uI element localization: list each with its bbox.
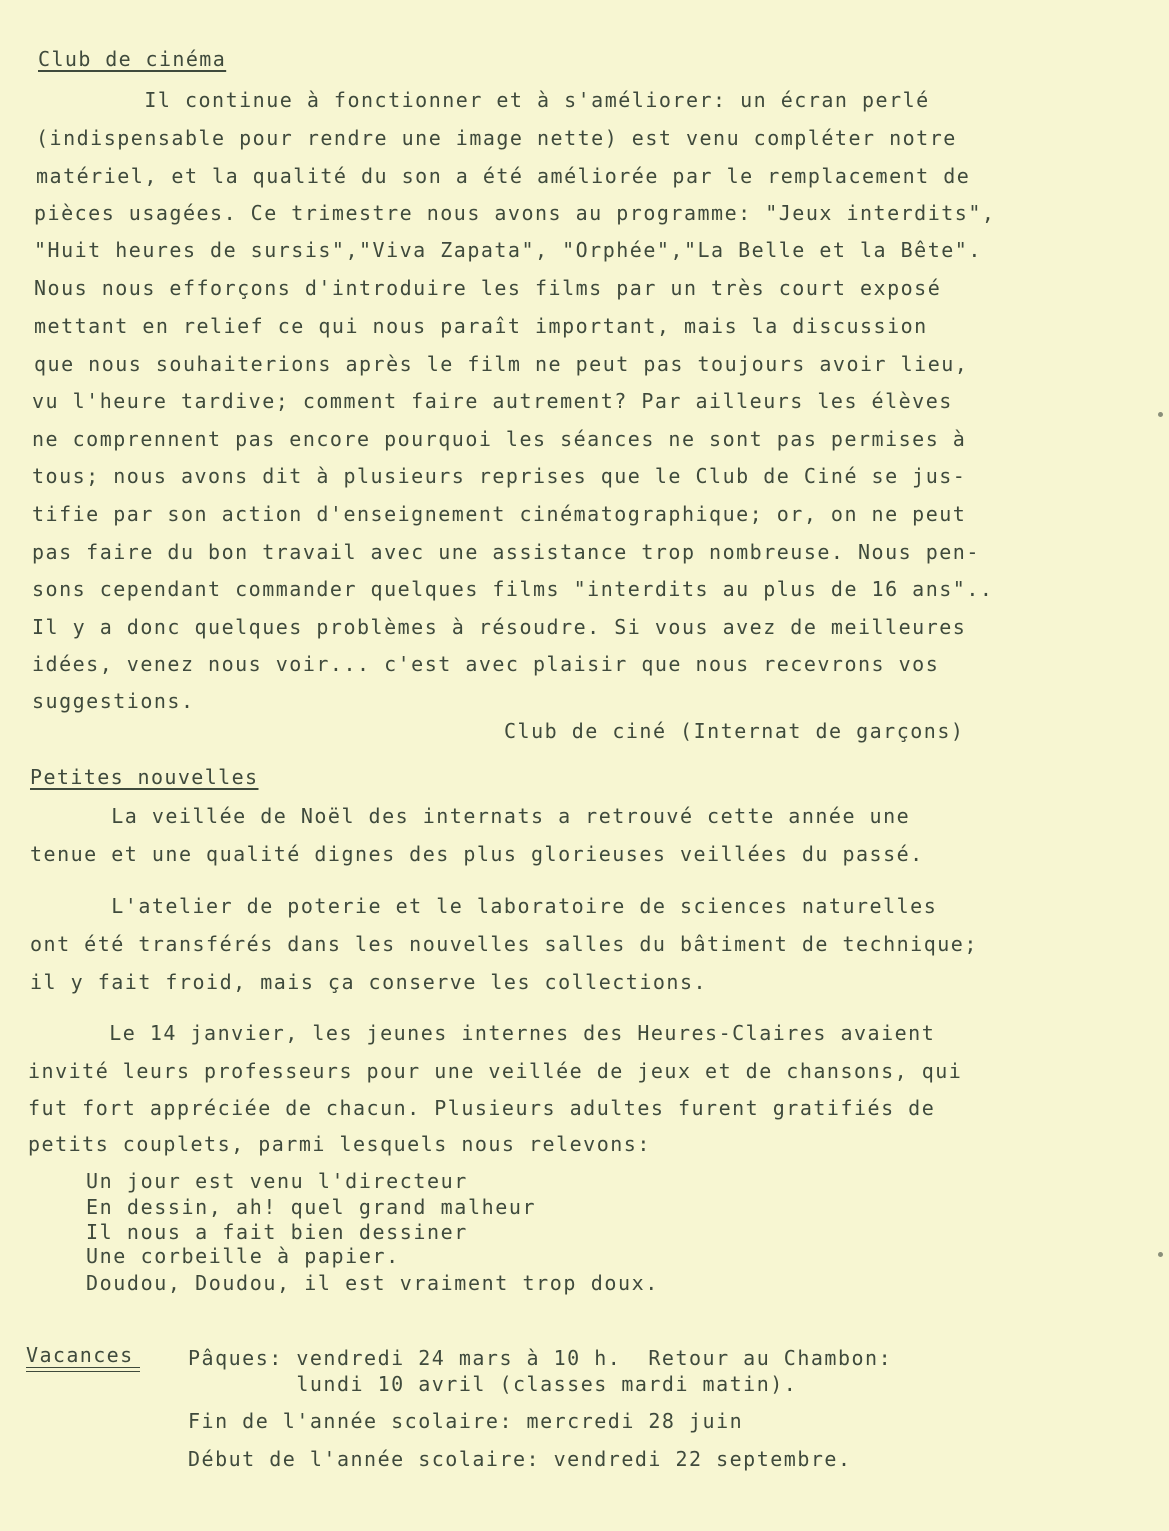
club-line: ne comprennent pas encore pourquoi les séances ne sont pas permises à <box>32 427 967 451</box>
vacances-line: Pâques: vendredi 24 mars à 10 h. Retour au Chambon: <box>188 1346 893 1370</box>
club-heading: Club de cinéma <box>38 47 227 71</box>
club-line: pas faire du bon travail avec une assistance trop nombreuse. Nous pen- <box>32 540 980 564</box>
poem-line: Un jour est venu l'directeur <box>86 1169 468 1193</box>
club-line: matériel, et la qualité du son a été améliorée par le remplacement de <box>36 164 971 188</box>
news-line: L'atelier de poterie et le laboratoire de sciences naturelles <box>30 894 938 918</box>
paper-mark <box>1158 1252 1163 1257</box>
poem-line: Une corbeille à papier. <box>86 1244 400 1268</box>
club-line: "Huit heures de sursis","Viva Zapata", "Orphée","La Belle et la Bête". <box>34 238 982 262</box>
news-line: petits couplets, parmi lesquels nous relevons: <box>28 1132 651 1156</box>
club-line: pièces usagées. Ce trimestre nous avons au programme: "Jeux interdits", <box>34 201 996 225</box>
news-line: fut fort appréciée de chacun. Plusieurs adultes furent gratifiés de <box>28 1096 936 1120</box>
club-line: suggestions. <box>32 689 195 713</box>
club-line: tous; nous avons dit à plusieurs reprises que le Club de Ciné se jus- <box>32 464 967 488</box>
club-line: (indispensable pour rendre une image nette) est venu compléter notre <box>36 126 957 150</box>
poem-line: Il nous a fait bien dessiner <box>86 1220 468 1244</box>
poem-line: En dessin, ah! quel grand malheur <box>86 1195 537 1219</box>
club-line: Il y a donc quelques problèmes à résoudre. Si vous avez de meilleures <box>32 615 967 639</box>
club-line: Nous nous efforçons d'introduire les films par un très court exposé <box>34 276 942 300</box>
vacances-underline-top <box>26 1367 140 1368</box>
news-line: ont été transférés dans les nouvelles salles du bâtiment de technique; <box>30 932 978 956</box>
club-line: vu l'heure tardive; comment faire autrement? Par ailleurs les élèves <box>32 389 953 413</box>
club-line: mettant en relief ce qui nous paraît important, mais la discussion <box>34 314 928 338</box>
poem-line: Doudou, Doudou, il est vraiment trop doux. <box>86 1271 659 1295</box>
club-line: sons cependant commander quelques films "interdits au plus de 16 ans".. <box>32 577 994 601</box>
paper-mark <box>1158 412 1163 417</box>
news-line: Le 14 janvier, les jeunes internes des Heures-Claires avaient <box>28 1021 936 1045</box>
club-line: idées, venez nous voir... c'est avec plaisir que nous recevrons vos <box>32 652 940 676</box>
news-line: il y fait froid, mais ça conserve les collections. <box>30 970 708 994</box>
vacances-line: Début de l'année scolaire: vendredi 22 septembre. <box>188 1447 852 1471</box>
vacances-line: lundi 10 avril (classes mardi matin). <box>188 1372 798 1396</box>
club-line: Il continue à fonctionner et à s'améliorer: un écran perlé <box>36 88 930 112</box>
vacances-underline-bottom <box>26 1371 140 1372</box>
club-line: tifie par son action d'enseignement cinématographique; or, on ne peut <box>32 502 967 526</box>
club-line: que nous souhaiterions après le film ne peut pas toujours avoir lieu, <box>34 352 969 376</box>
news-line: La veillée de Noël des internats a retrouvé cette année une <box>30 804 911 828</box>
news-line: invité leurs professeurs pour une veillée de jeux et de chansons, qui <box>28 1059 963 1083</box>
vacances-line: Fin de l'année scolaire: mercredi 28 juin <box>188 1409 744 1433</box>
news-line: tenue et une qualité dignes des plus glorieuses veillées du passé. <box>30 842 924 866</box>
news-heading: Petites nouvelles <box>30 765 259 789</box>
vacances-heading: Vacances <box>26 1343 134 1367</box>
club-signature: Club de ciné (Internat de garçons) <box>504 719 965 743</box>
